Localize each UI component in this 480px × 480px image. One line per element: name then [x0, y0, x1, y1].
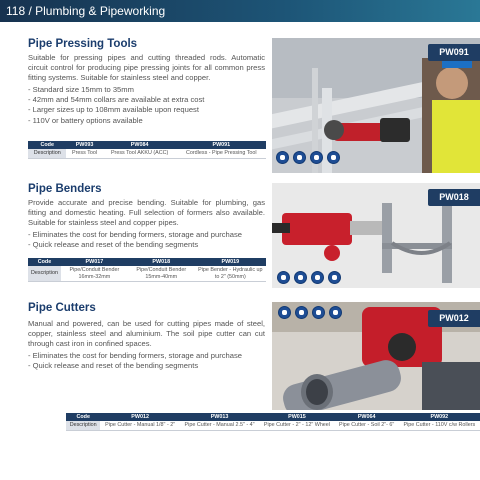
table-header-row	[28, 258, 266, 266]
boot-icon	[328, 271, 341, 284]
section-description-pipe-benders: Provide accurate and precise bending. Suitable for plumbing, gas fitting and domestic heating. Full selection of formers also available. Suitable for stainless steel and copper pipes.	[28, 198, 265, 228]
section-title-pipe-cutters: Pipe Cutters	[28, 302, 96, 314]
description-header: Description	[28, 266, 61, 282]
page-header	[0, 0, 480, 22]
section-title-pipe-benders: Pipe Benders	[28, 183, 102, 195]
description-cell: Pipe Cutter - 2" - 12" Wheel	[259, 421, 334, 430]
ear-protection-icon	[277, 271, 290, 284]
table-row	[28, 266, 266, 282]
description-cell: Press Tool AKKU (ACC)	[103, 149, 177, 158]
code-cell: PW019	[195, 258, 266, 266]
table-header-row	[66, 413, 480, 421]
glove-icon	[312, 306, 325, 319]
bullet-list-pipe-cutters	[28, 351, 268, 371]
description-cell: Pipe/Conduit Bender 16mm-32mm	[61, 266, 128, 282]
description-cell: Cordless - Pipe Pressing Tool	[177, 149, 266, 158]
ppe-icons-pipe-cutters	[278, 306, 342, 319]
list-item: - Eliminates the cost for bending formers, storage and purchase	[28, 351, 268, 361]
description-cell: Pipe/Conduit Bender 15mm-40mm	[128, 266, 195, 282]
boot-icon	[329, 306, 342, 319]
code-cell: PW012	[100, 413, 179, 421]
product-table-pipe-benders	[28, 258, 266, 282]
product-code-badge: PW018	[428, 189, 480, 206]
ear-protection-icon	[278, 306, 291, 319]
section-title-pipe-pressing: Pipe Pressing Tools	[28, 38, 138, 50]
list-item: - 42mm and 54mm collars are available at extra cost	[28, 95, 268, 105]
product-code-badge: PW091	[428, 44, 480, 61]
page-title: 118 / Plumbing & Pipeworking	[6, 4, 166, 18]
product-code-badge: PW012	[428, 310, 480, 327]
list-item: - Quick release and reset of the bending segments	[28, 240, 268, 250]
list-item: - Quick release and reset of the bending segments	[28, 361, 268, 371]
description-cell: Pipe Cutter - 110V c/w Rollers	[399, 421, 480, 430]
code-cell: PW013	[180, 413, 259, 421]
description-cell: Pipe Cutter - Manual 1/8" - 2"	[100, 421, 179, 430]
eye-protection-icon	[295, 306, 308, 319]
glove-icon	[311, 271, 324, 284]
code-cell: PW018	[128, 258, 195, 266]
code-cell: PW017	[61, 258, 128, 266]
table-row	[66, 421, 480, 430]
bullet-list-pipe-benders	[28, 230, 268, 250]
ppe-icons-pipe-benders	[277, 271, 341, 284]
code-cell: PW084	[103, 141, 177, 149]
description-cell: Pipe Bender - Hydraulic up to 2" (50mm)	[195, 266, 266, 282]
list-item: - Standard size 15mm to 35mm	[28, 85, 268, 95]
table-row	[28, 149, 266, 158]
description-cell: Pipe Cutter - Manual 2.5" - 4"	[180, 421, 259, 430]
code-header: Code	[28, 141, 66, 149]
list-item: - Eliminates the cost for bending formers, storage and purchase	[28, 230, 268, 240]
product-table-pipe-cutters	[66, 413, 480, 431]
glove-icon	[310, 151, 323, 164]
product-table-pipe-pressing	[28, 141, 266, 159]
list-item: - 110V or battery options available	[28, 116, 268, 126]
ear-protection-icon	[276, 151, 289, 164]
code-header: Code	[28, 258, 61, 266]
code-cell: PW092	[399, 413, 480, 421]
boot-icon	[327, 151, 340, 164]
product-photo-pipe-cutter	[272, 302, 480, 410]
list-item: - Larger sizes up to 108mm available upon request	[28, 105, 268, 115]
code-cell: PW064	[335, 413, 399, 421]
bullet-list-pipe-pressing	[28, 85, 268, 126]
description-header: Description	[66, 421, 100, 430]
section-description-pipe-pressing: Suitable for pressing pipes and cutting threaded rods. Automatic circuit control for producing pipe pressing joints for all common press fitting systems. Suitable for stainless steel and copper.	[28, 53, 265, 83]
table-header-row	[28, 141, 266, 149]
description-cell: Press Tool	[66, 149, 102, 158]
eye-protection-icon	[294, 271, 307, 284]
code-cell: PW015	[259, 413, 334, 421]
ppe-icons-pipe-pressing	[276, 151, 340, 164]
description-cell: Pipe Cutter - Soil 2"- 6"	[335, 421, 399, 430]
code-cell: PW093	[66, 141, 102, 149]
description-header: Description	[28, 149, 66, 158]
eye-protection-icon	[293, 151, 306, 164]
code-cell: PW091	[177, 141, 266, 149]
code-header: Code	[66, 413, 100, 421]
section-description-pipe-cutters: Manual and powered, can be used for cutting pipes made of steel, copper, stainless steel and aluminium. The soil pipe cutter can cut through cast iron in confined spaces.	[28, 319, 265, 349]
